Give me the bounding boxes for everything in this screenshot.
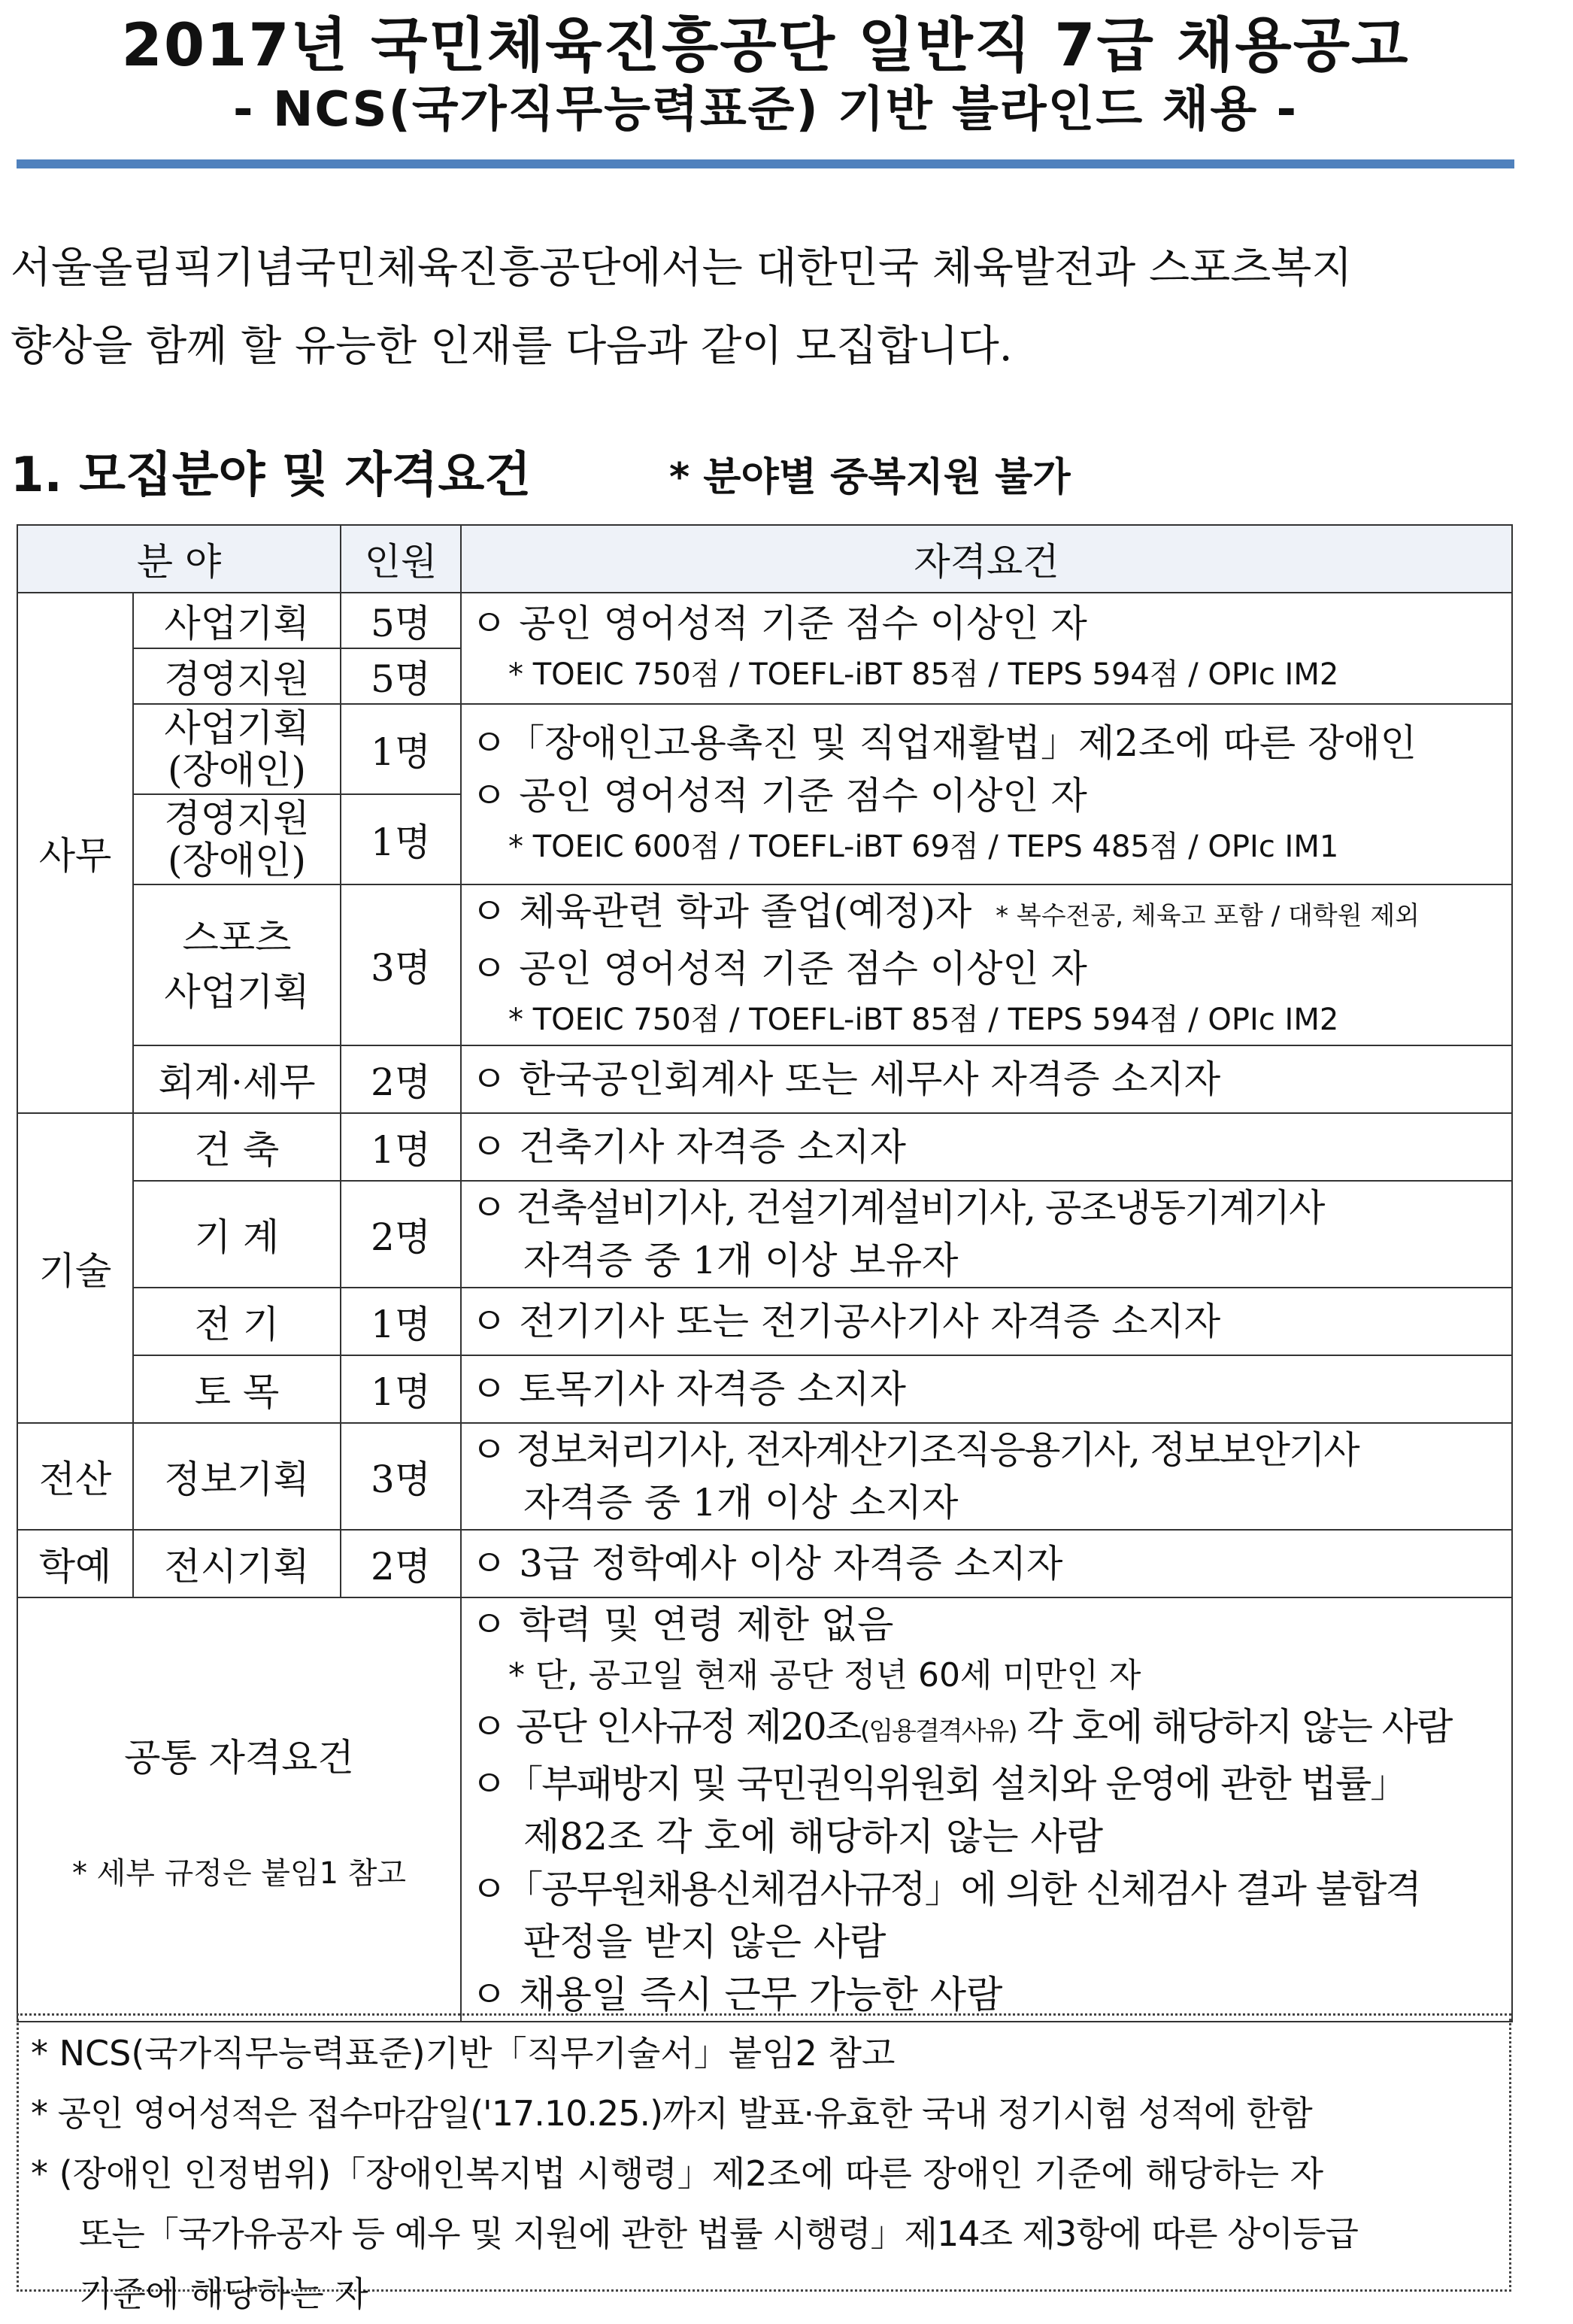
- header-field: 분 야: [17, 525, 341, 593]
- table-row: [17, 1181, 1512, 1288]
- subfield: 전시기획: [133, 1530, 341, 1597]
- headcount: 2명: [341, 1530, 461, 1597]
- req-line: ㅇ 전기기사 또는 전기공사기사 자격증 소지자: [471, 1300, 1221, 1343]
- intro-paragraph: [11, 229, 1514, 386]
- requirement-cell: [461, 704, 1512, 884]
- subfield: 사업기획: [133, 593, 341, 648]
- requirement-cell: [461, 1423, 1512, 1530]
- requirement-cell: [461, 1181, 1512, 1288]
- table-row: [17, 1113, 1512, 1181]
- table-row-common: [17, 1597, 1512, 2022]
- req-line: ㅇ 한국공인회계사 또는 세무사 자격증 소지자: [471, 1057, 1221, 1101]
- headcount: 1명: [341, 794, 461, 884]
- headcount: 2명: [341, 1181, 461, 1288]
- common-requirement-cell: [461, 1597, 1512, 2022]
- requirement-cell: [461, 1355, 1512, 1423]
- headcount: 5명: [341, 648, 461, 704]
- req-score-line: * TOEIC 600점 / TOEFL-iBT 69점 / TEPS 485점 / OPIc IM1: [508, 830, 1339, 864]
- headcount: 1명: [341, 1355, 461, 1423]
- headcount: 3명: [341, 1423, 461, 1530]
- req-line: ㅇ 학력 및 연령 제한 없음: [471, 1603, 894, 1646]
- requirement-cell: [461, 1530, 1512, 1597]
- group-tech: 기술: [17, 1113, 133, 1423]
- table-row: [17, 1423, 1512, 1530]
- req-line: 판정을 받지 않은 사람: [523, 1920, 887, 1964]
- req-line: ㅇ 정보처리기사, 전자계산기조직응용기사, 정보보안기사: [471, 1428, 1359, 1472]
- req-text: ㅇ 공단 인사규정 제20조: [471, 1705, 861, 1749]
- req-line: [471, 885, 1511, 942]
- subfield: 건 축: [133, 1113, 341, 1181]
- req-line: ㅇ 토목기사 자격증 소지자: [471, 1367, 906, 1411]
- intro-line-2: 향상을 함께 할 유능한 인재를 다음과 같이 모집합니다.: [11, 322, 1013, 371]
- common-label-cell: [17, 1597, 461, 2022]
- subfield: 경영지원: [133, 648, 341, 704]
- req-line: 제82조 각 호에 해당하지 않는 사람: [523, 1815, 1103, 1858]
- subfield: 경영지원 (장애인): [133, 794, 341, 884]
- footnote-continued: 기준에 해당하는 자: [79, 2274, 368, 2314]
- requirement-cell: [461, 1113, 1512, 1181]
- common-note: * 세부 규정은 붙임1 참고: [71, 1855, 407, 1891]
- subfield: 스포츠 사업기획: [133, 884, 341, 1045]
- headcount: 1명: [341, 1288, 461, 1355]
- title-underline-bar: [17, 159, 1514, 168]
- req-line: ㅇ 공인 영어성적 기준 점수 이상인 자: [471, 602, 1087, 645]
- table-header-row: [17, 525, 1512, 593]
- subfield: 토 목: [133, 1355, 341, 1423]
- subfield: 사업기획 (장애인): [133, 704, 341, 794]
- req-line: [471, 1701, 1511, 1758]
- headcount: 1명: [341, 1113, 461, 1181]
- subfield: 정보기획: [133, 1423, 341, 1530]
- page-title: 2017년 국민체육진흥공단 일반직 7급 채용공고: [121, 12, 1410, 80]
- req-line: ㅇ「공무원채용신체검사규정」에 의한 신체검사 결과 불합격: [471, 1867, 1420, 1911]
- req-note: * 복수전공, 체육고 포함 / 대학원 제외: [996, 901, 1420, 931]
- group-it: 전산: [17, 1423, 133, 1530]
- subfield: 회계·세무: [133, 1045, 341, 1113]
- intro-line-1: 서울올림픽기념국민체육진흥공단에서는 대한민국 체육발전과 스포츠복지: [11, 244, 1353, 293]
- table-row: [17, 593, 1512, 648]
- requirement-cell: [461, 1045, 1512, 1113]
- req-text: ㅇ 체육관련 학과 졸업(예정)자: [471, 890, 972, 933]
- title-block: [17, 11, 1514, 138]
- footnote: * (장애인 인정범위)「장애인복지법 시행령」제2조에 따른 장애인 기준에 해당하는 자: [31, 2153, 1324, 2194]
- table-row: [17, 1045, 1512, 1113]
- footnote: * 공인 영어성적은 접수마감일('17.10.25.)까지 발표·유효한 국내 정기시험 성적에 한함: [31, 2093, 1312, 2134]
- group-curator: 학예: [17, 1530, 133, 1597]
- requirement-cell: [461, 593, 1512, 704]
- subfield: 기 계: [133, 1181, 341, 1288]
- req-score-line: * TOEIC 750점 / TOEFL-iBT 85점 / TEPS 594점 / OPIc IM2: [508, 657, 1339, 692]
- req-note: (임용결격사유): [860, 1716, 1017, 1746]
- requirement-cell: [461, 884, 1512, 1045]
- req-line: ㅇ「부패방지 및 국민권익위원회 설치와 운영에 관한 법률」: [471, 1762, 1407, 1806]
- req-text: 각 호에 해당하지 않는 사람: [1016, 1705, 1452, 1749]
- headcount: 5명: [341, 593, 461, 648]
- footnote: * NCS(국가직무능력표준)기반「직무기술서」붙임2 참고: [31, 2033, 896, 2074]
- header-requirements: 자격요건: [461, 525, 1512, 593]
- requirement-cell: [461, 1288, 1512, 1355]
- req-line: ㅇ 3급 정학예사 이상 자격증 소지자: [471, 1542, 1063, 1585]
- req-line: 자격증 중 1개 이상 보유자: [523, 1239, 959, 1282]
- subfield: 전 기: [133, 1288, 341, 1355]
- req-line: 자격증 중 1개 이상 소지자: [523, 1481, 959, 1525]
- req-line: ㅇ 채용일 즉시 근무 가능한 사람: [471, 1973, 1003, 2016]
- header-count: 인원: [341, 525, 461, 593]
- table-row: [17, 704, 1512, 794]
- req-line: ㅇ 건축설비기사, 건설기계설비기사, 공조냉동기계기사: [471, 1186, 1324, 1230]
- req-line: ㅇ 건축기사 자격증 소지자: [471, 1125, 906, 1169]
- headcount: 1명: [341, 704, 461, 794]
- req-line: ㅇ 공인 영어성적 기준 점수 이상인 자: [471, 947, 1087, 991]
- req-score-line: * TOEIC 750점 / TOEFL-iBT 85점 / TEPS 594점 / OPIc IM2: [508, 1003, 1339, 1037]
- req-line: ㅇ「장애인고용촉진 및 직업재활법」제2조에 따른 장애인: [471, 721, 1417, 765]
- group-office: 사무: [17, 593, 133, 1113]
- requirements-table: [17, 524, 1513, 2022]
- footnotes-box: [17, 2013, 1511, 2314]
- section-note: * 분야별 중복지원 불가: [669, 455, 1071, 500]
- section-title: 1. 모집분야 및 자격요건: [11, 448, 532, 503]
- table-row: [17, 1288, 1512, 1355]
- headcount: 3명: [341, 884, 461, 1045]
- page-subtitle: - NCS(국가직무능력표준) 기반 블라인드 채용 -: [232, 82, 1299, 138]
- table-row: [17, 1355, 1512, 1423]
- table-row: [17, 1530, 1512, 1597]
- headcount: 2명: [341, 1045, 461, 1113]
- footnote-continued: 또는「국가유공자 등 예우 및 지원에 관한 법률 시행령」제14조 제3항에 따른 상이등급: [79, 2213, 1358, 2254]
- common-label: 공통 자격요건: [124, 1735, 354, 1779]
- req-line: ㅇ 공인 영어성적 기준 점수 이상인 자: [471, 774, 1087, 818]
- table-row: [17, 884, 1512, 1045]
- req-line: * 단, 공고일 현재 공단 정년 60세 미만인 자: [508, 1656, 1141, 1694]
